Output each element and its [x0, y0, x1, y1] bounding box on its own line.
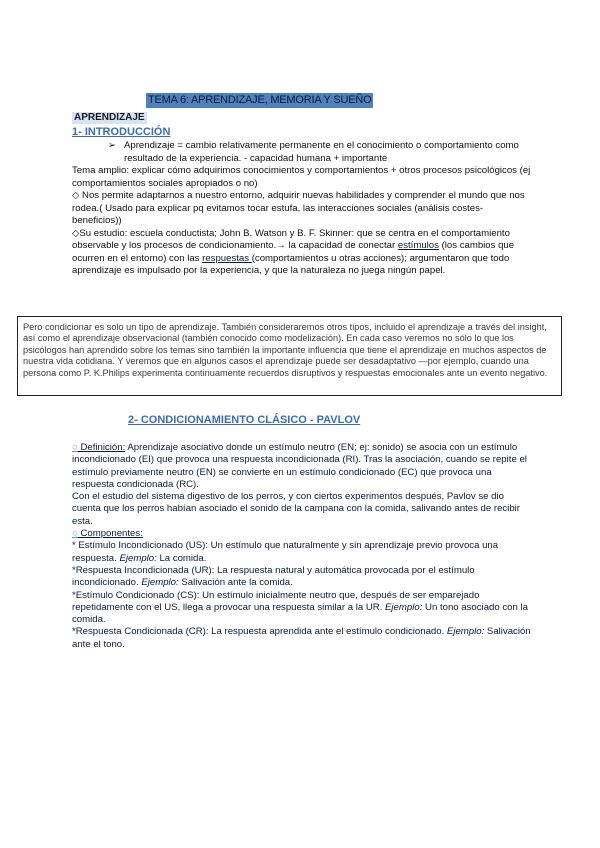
component-cs — [72, 590, 532, 627]
heading-classical-conditioning: 2- CONDICIONAMIENTO CLÁSICO - PAVLOV — [128, 414, 361, 426]
ur-text: *Respuesta Incondicionada (UR): La respuesta natural y automática provocada por el estímulo incondicionado. — [72, 564, 475, 589]
component-us — [72, 540, 532, 565]
us-text: * Estímulo Incondicionado (US): Un estímulo que naturalmente y sin aprendizaje previo provoca una respuesta. — [72, 540, 499, 564]
cr-example-label: Ejemplo: — [446, 626, 485, 638]
section-subtitle: APRENDIZAJE — [74, 112, 145, 123]
us-example: La comida. — [156, 552, 207, 564]
component-cr — [72, 626, 532, 651]
circle-bullet-icon: ○ — [72, 528, 78, 540]
ur-example-label: Ejemplo: — [141, 577, 179, 589]
behaviorism-part-a: ◇Su estudio: escuela conductista; John B. Watson y B. F. Skinner: — [72, 227, 355, 239]
definition-body: Aprendizaje asociativo donde un estímulo neutro (EN; ej: sonido) se asocia con un estímulo incondicionado (EI) que provoca una respuesta incondicionada (RI). Tras la asociación, cuando se repite el estímulo previamente neutro (EN) se convierte en un estímulo condicionado (EC) que provoca una respuesta condicionada (RC). — [72, 442, 527, 490]
conditioning-note-box: Pero condicionar es solo un tipo de aprendizaje. También consideraremos otros tipos, incluido el aprendizaje a través del insight, así como el aprendizaje observacional (también conocido como modelización). En cada caso veremos no sólo lo que los psicólogos han aprendido sobre los temas sino también la importante influencia que tiene el aprendizaje en muchos aspectos de nuestra vida cotidiana. Y veremos que en algunos casos el aprendizaje puede ser desadaptativo —por ejemplo, cuando una persona como P. K.Philips experimenta continuamente recuerdos disruptivos y respuestas emocionales ante un evento negativo. — [17, 316, 562, 396]
cr-example: Salivación ante el tono. — [72, 626, 531, 650]
adaptation-text: ◇ Nos permite adaptarnos a nuestro entorno, adquirir nuevas habilidades y comprender el mundo que nos rodea.( Usado para explicar pq evitamos tocar estufa, las interacciones sociales (análisis costes-beneficios)) — [72, 190, 525, 226]
behaviorism-part-d: (comportamientos u otras acciones); argumentaron que todo aprendizaje es impulsado por la experiencia, y que la naturaleza no juega ningún papel. — [72, 252, 510, 276]
introduction-body — [72, 140, 532, 278]
cr-text: *Respuesta Condicionada (CR): La respuesta aprendida ante el estímulo condicionado. — [72, 626, 447, 638]
classical-conditioning-body — [72, 442, 532, 651]
components-label-line — [72, 528, 532, 540]
component-ur — [72, 565, 532, 590]
pavlov-paragraph: Con el estudio del sistema digestivo de los perros, y con ciertos experimentos después, Pavlov se dio cuenta que los perros habían asociado el sonido de la campana con la comida, salivando antes de recibir esta. — [72, 491, 520, 527]
cs-text: *Estímulo Condicionado (CS): Un estímulo inicialmente neutro que, después de ser emparejado repetidamente con el US, llega a provocar una respuesta similar a la UR. — [72, 589, 480, 613]
behaviorism-text — [72, 228, 532, 278]
definition-paragraph — [72, 442, 532, 491]
document-title: TEMA 6: APRENDIZAJE, MEMORIA Y SUEÑO — [148, 94, 372, 106]
cs-example: Un tono asociado con la comida. — [72, 601, 528, 626]
arrow-bullet-icon: ➢ — [108, 140, 117, 151]
behaviorism-part-b: que se centra en el comportamiento observable y los procesos de condicionamiento.→ la capacidad de conectar — [72, 227, 510, 251]
responses-term: respuestas — [202, 252, 252, 264]
broad-theme-text: Tema amplio: explicar cómo adquirimos conocimientos y comportamientos + otros procesos psicológicos (ej comportamientos sociales apropiados o no) — [72, 165, 531, 189]
definition-text: Aprendizaje = cambio relativamente permanente en el conocimiento o comportamiento como resultado de la experiencia. - capacidad humana + importante — [124, 140, 519, 164]
cs-example-label: Ejemplo: — [385, 601, 423, 613]
us-example-label: Ejemplo: — [119, 552, 157, 564]
stimuli-term: estímulos — [397, 240, 439, 251]
definition-bullet — [72, 140, 532, 165]
components-label: Componentes: — [77, 528, 143, 540]
ur-example: Salivación ante la comida. — [178, 577, 293, 589]
definition-label: Definición: — [77, 442, 126, 453]
heading-introduction: 1- INTRODUCCIÓN — [72, 126, 171, 138]
behaviorism-part-c: (los cambios que ocurren en el entorno) con las — [72, 240, 515, 264]
circle-bullet-icon: ○ — [72, 442, 78, 453]
